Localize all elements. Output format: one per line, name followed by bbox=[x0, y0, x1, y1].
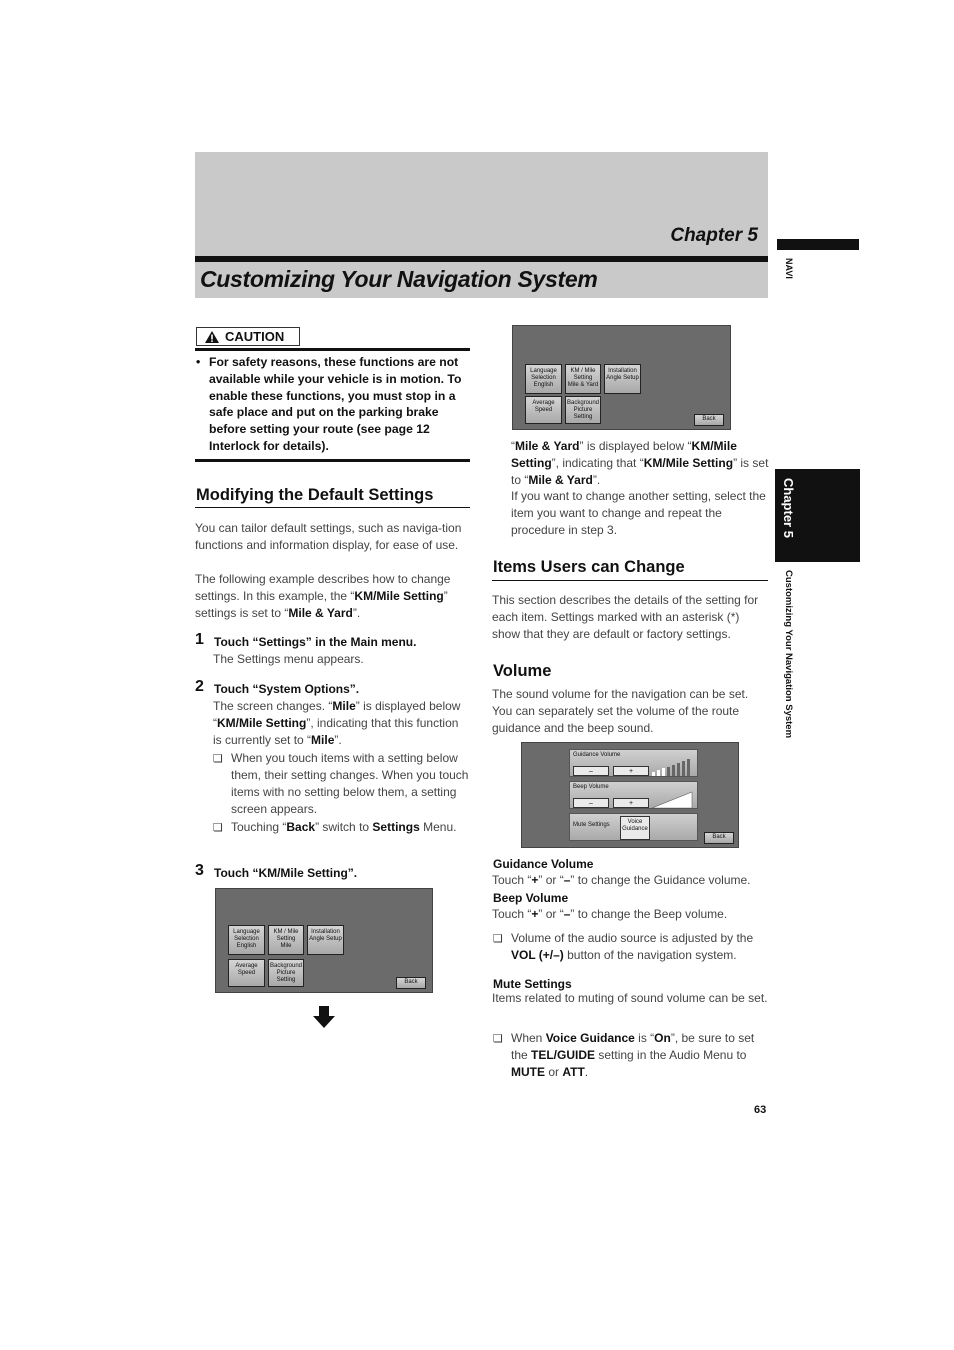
note-icon: ❏ bbox=[493, 1033, 503, 1045]
language-selection-button: Language Selection English bbox=[525, 364, 562, 394]
note-icon: ❏ bbox=[493, 933, 503, 945]
navi-tab: NAVI bbox=[784, 258, 794, 279]
chapter-tab: Chapter 5 bbox=[775, 469, 860, 562]
volume-note-text: Volume of the audio source is adjusted by the VOL (+/–) button of the navigation system. bbox=[511, 931, 754, 962]
volume-level-icon bbox=[652, 790, 696, 808]
guidance-volume-text: Touch “+” or “–” to change the Guidance volume. bbox=[492, 873, 751, 887]
page-number: 63 bbox=[754, 1104, 767, 1116]
result-paragraph: “Mile & Yard” is displayed below “KM/Mile Setting”, indicating that “KM/Mile Setting” is set to “Mile & Yard”. bbox=[511, 439, 769, 487]
beep-volume-text: Touch “+” or “–” to change the Beep volume. bbox=[492, 907, 728, 921]
section-heading-volume: Volume bbox=[493, 662, 552, 680]
mute-note-text: When Voice Guidance is “On”, be sure to set the TEL/GUIDE setting in the Audio Menu to MUTE or ATT. bbox=[511, 1031, 755, 1079]
back-button: Back bbox=[704, 832, 734, 844]
section-heading-modifying: Modifying the Default Settings bbox=[196, 486, 434, 504]
km-mile-setting-button: KM / Mile Setting Mile & Yard bbox=[565, 364, 601, 394]
installation-angle-button: Installation Angle Setup bbox=[604, 364, 641, 394]
note-text: When you touch items with a setting below them, their setting changes. When you touch items with no setting below them, a setting screen appears. bbox=[231, 751, 469, 816]
settings-screen-after bbox=[512, 325, 731, 430]
mute-settings-heading: Mute Settings bbox=[493, 977, 572, 991]
section-rule bbox=[492, 580, 768, 581]
section-rule bbox=[195, 507, 470, 508]
average-speed-button: Average Speed bbox=[525, 396, 562, 424]
mute-settings-row: Mute Settings Voice Guidance bbox=[569, 813, 698, 841]
guidance-volume-heading: Guidance Volume bbox=[493, 857, 594, 871]
header-rule bbox=[195, 256, 768, 262]
caution-text: • For safety reasons, these functions are not available while your vehicle is in motion. To enable these functions, you must stop in a safe place and put on the parking brake before setting your route (see page 12 Interlock for details). bbox=[196, 355, 462, 453]
note-text: Touching “Back” switch to Settings Menu. bbox=[231, 820, 457, 834]
section-heading-items: Items Users can Change bbox=[493, 558, 685, 576]
average-speed-button: Average Speed bbox=[228, 959, 265, 987]
step-text: The screen changes. “Mile” is displayed below “KM/Mile Setting”, indicating that this function is currently set to “Mile”. bbox=[213, 699, 461, 747]
caution-rule-top bbox=[195, 348, 470, 351]
background-picture-button: Background Picture Setting bbox=[565, 396, 601, 424]
step-title: Touch “System Options”. bbox=[214, 682, 360, 696]
intro-paragraph: You can tailor default settings, such as naviga-tion functions and information display, for ease of use. bbox=[195, 521, 462, 552]
volume-paragraph: The sound volume for the navigation can be set. You can separately set the volume of the route guidance and the beep sound. bbox=[492, 687, 749, 735]
beep-volume-heading: Beep Volume bbox=[493, 891, 569, 905]
beep-minus-button: – bbox=[573, 798, 609, 808]
volume-settings-screen bbox=[521, 742, 739, 848]
back-button: Back bbox=[396, 977, 426, 989]
example-paragraph: The following example describes how to change settings. In this example, the “KM/Mile Setting” settings is set to “Mile & Yard”. bbox=[195, 572, 451, 620]
installation-angle-button: Installation Angle Setup bbox=[307, 925, 344, 955]
items-paragraph: This section describes the details of the setting for each item. Settings marked with an asterisk (*) show that they are default or factory settings. bbox=[492, 593, 759, 641]
beep-plus-button: + bbox=[613, 798, 649, 808]
language-selection-button: Language Selection English bbox=[228, 925, 265, 955]
guidance-plus-button: + bbox=[613, 766, 649, 776]
warning-icon bbox=[205, 331, 219, 343]
chapter-label: Chapter 5 bbox=[670, 225, 758, 246]
side-tab-bar bbox=[777, 239, 859, 250]
caution-label: CAUTION bbox=[196, 327, 300, 346]
step-text: The Settings menu appears. bbox=[213, 652, 364, 666]
mute-settings-text: Items related to muting of sound volume can be set. bbox=[492, 991, 768, 1005]
note-icon: ❏ bbox=[213, 753, 223, 765]
step-title: Touch “Settings” in the Main menu. bbox=[214, 635, 417, 649]
arrow-down-icon bbox=[313, 1006, 335, 1028]
step-number: 2 bbox=[195, 678, 204, 695]
back-button: Back bbox=[694, 414, 724, 426]
step-number: 1 bbox=[195, 631, 204, 648]
settings-screen-before bbox=[215, 888, 433, 993]
guidance-volume-row: Guidance Volume – + bbox=[569, 749, 698, 777]
result-paragraph-2: If you want to change another setting, select the item you want to change and repeat the procedure in step 3. bbox=[511, 489, 766, 537]
step-title: Touch “KM/Mile Setting”. bbox=[214, 866, 358, 880]
guidance-minus-button: – bbox=[573, 766, 609, 776]
caution-rule-bottom bbox=[195, 459, 470, 462]
voice-guidance-button: Voice Guidance bbox=[620, 816, 650, 840]
page-title: Customizing Your Navigation System bbox=[200, 266, 598, 292]
vertical-section-title: Customizing Your Navigation System bbox=[783, 570, 794, 739]
background-picture-button: Background Picture Setting bbox=[268, 959, 304, 987]
step-number: 3 bbox=[195, 862, 204, 879]
volume-level-icon bbox=[652, 758, 696, 776]
beep-volume-row: Beep Volume – + bbox=[569, 781, 698, 809]
km-mile-setting-button: KM / Mile Setting Mile bbox=[268, 925, 304, 955]
note-icon: ❏ bbox=[213, 822, 223, 834]
